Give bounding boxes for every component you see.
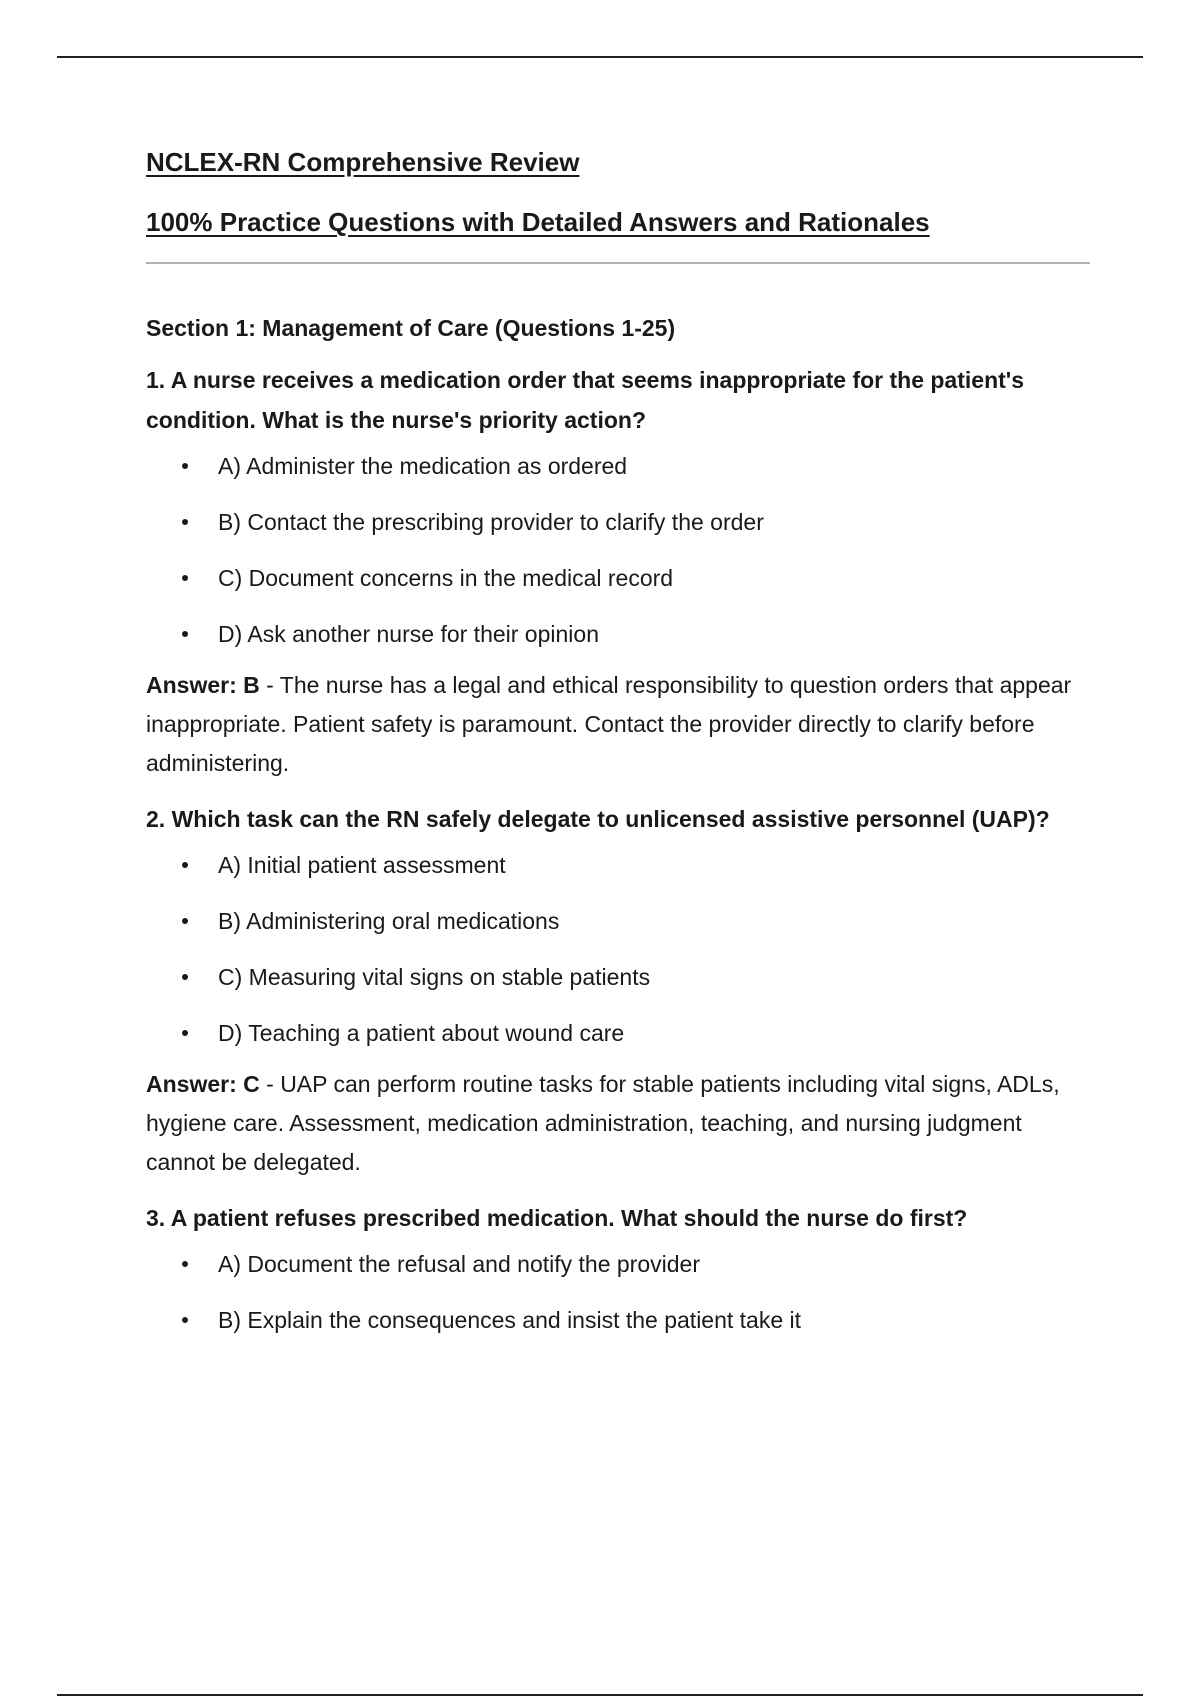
option-item	[146, 618, 1090, 650]
bullet-icon	[182, 463, 188, 469]
bullet-icon	[182, 974, 188, 980]
answer-rationale	[146, 666, 1090, 783]
document-body	[146, 142, 1090, 1336]
bullet-icon	[182, 862, 188, 868]
option-text: D) Ask another nurse for their opinion	[218, 621, 599, 647]
option-item	[146, 450, 1090, 482]
title-divider	[146, 262, 1090, 264]
option-item	[146, 506, 1090, 538]
question-text: 2. Which task can the RN safely delegate to unlicensed assistive personnel (UAP)?	[146, 806, 1050, 832]
question-text: 3. A patient refuses prescribed medication. What should the nurse do first?	[146, 1205, 968, 1231]
bullet-icon	[182, 519, 188, 525]
option-item	[146, 1017, 1090, 1049]
option-text: C) Measuring vital signs on stable patients	[218, 964, 651, 990]
question-block-2	[146, 799, 1090, 1182]
rationale-text: - UAP can perform routine tasks for stable patients including vital signs, ADLs, hygiene care. Assessment, medication administration, teaching, and nursing judgment cannot be delegated.	[146, 1071, 1060, 1175]
bullet-icon	[182, 1317, 188, 1323]
option-text: D) Teaching a patient about wound care	[218, 1020, 625, 1046]
bullet-icon	[182, 918, 188, 924]
option-item	[146, 1304, 1090, 1336]
question-block-3	[146, 1198, 1090, 1336]
option-item	[146, 562, 1090, 594]
option-item	[146, 1248, 1090, 1280]
answer-label: Answer: B	[146, 672, 260, 698]
bullet-icon	[182, 1261, 188, 1267]
section-heading: Section 1: Management of Care (Questions 1-25)	[146, 315, 676, 341]
option-list	[146, 1248, 1090, 1336]
question-text: 1. A nurse receives a medication order that seems inappropriate for the patient's condition. What is the nurse's priority action?	[146, 367, 1025, 433]
question-block-1	[146, 360, 1090, 783]
option-text: B) Contact the prescribing provider to clarify the order	[218, 509, 764, 535]
option-item	[146, 849, 1090, 881]
page-bottom-rule	[57, 1694, 1143, 1696]
answer-rationale	[146, 1065, 1090, 1182]
option-text: A) Document the refusal and notify the provider	[218, 1251, 700, 1277]
document-title: NCLEX-RN Comprehensive Review	[146, 147, 580, 177]
option-text: C) Document concerns in the medical record	[218, 565, 674, 591]
option-text: B) Explain the consequences and insist the patient take it	[218, 1307, 802, 1333]
option-item	[146, 961, 1090, 993]
bullet-icon	[182, 1030, 188, 1036]
rationale-text: - The nurse has a legal and ethical responsibility to question orders that appear inappropriate. Patient safety is paramount. Contact the provider directly to clarify before administering.	[146, 672, 1072, 776]
answer-label: Answer: C	[146, 1071, 260, 1097]
option-list	[146, 450, 1090, 650]
option-text: A) Initial patient assessment	[218, 852, 506, 878]
page-top-rule	[57, 56, 1143, 58]
option-list	[146, 849, 1090, 1049]
option-text: B) Administering oral medications	[218, 908, 560, 934]
document-subtitle: 100% Practice Questions with Detailed Answers and Rationales	[146, 207, 930, 237]
option-text: A) Administer the medication as ordered	[218, 453, 628, 479]
bullet-icon	[182, 575, 188, 581]
option-item	[146, 905, 1090, 937]
bullet-icon	[182, 631, 188, 637]
